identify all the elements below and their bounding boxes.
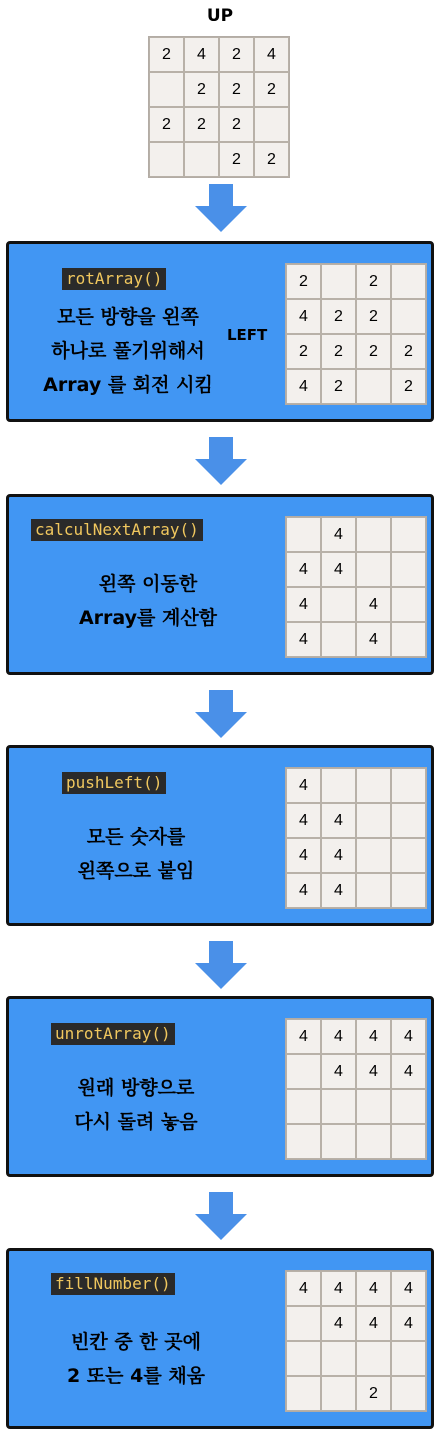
- grid-cell: [391, 587, 426, 622]
- grid-cell: [286, 1341, 321, 1376]
- grid-cell: [356, 768, 391, 803]
- grid-cell: 2: [286, 264, 321, 299]
- grid-cell: 2: [149, 107, 184, 142]
- grid-cell: [391, 622, 426, 657]
- grid-cell: 2: [219, 37, 254, 72]
- step-panel-unrotate: [6, 996, 434, 1177]
- down-arrow-icon: [195, 437, 247, 485]
- grid-cell: [286, 1124, 321, 1159]
- grid-cell: 4: [391, 1306, 426, 1341]
- grid-cell: 4: [321, 552, 356, 587]
- grid-cell: [321, 622, 356, 657]
- grid-cell: [356, 1089, 391, 1124]
- grid-cell: [391, 299, 426, 334]
- down-arrow-icon: [195, 184, 247, 232]
- grid-cell: 2: [321, 299, 356, 334]
- grid-cell: 4: [321, 1271, 356, 1306]
- step-panel-fill: [6, 1248, 434, 1429]
- grid-cell: [321, 1376, 356, 1411]
- step-description: 모든 방향을 왼쪽 하나로 풀기위해서 Array 를 회전 시킴: [43, 306, 213, 396]
- function-label: calculNextArray(): [31, 519, 203, 541]
- grid-cell: [391, 838, 426, 873]
- grid-cell: [356, 873, 391, 908]
- grid-cell: 4: [286, 803, 321, 838]
- down-arrow-icon: [195, 1192, 247, 1240]
- grid-cell: 4: [286, 1271, 321, 1306]
- grid-cell: 4: [286, 1019, 321, 1054]
- grid-cell: 4: [286, 873, 321, 908]
- grid-cell: 4: [286, 369, 321, 404]
- step-description: 빈칸 중 한 곳에 2 또는 4를 채움: [66, 1331, 206, 1387]
- grid-cell: 4: [356, 1271, 391, 1306]
- grid-cell: [356, 1124, 391, 1159]
- grid-cell: 4: [321, 1306, 356, 1341]
- grid-cell: [149, 142, 184, 177]
- grid-cell: 4: [286, 622, 321, 657]
- grid-cell: 2: [219, 142, 254, 177]
- grid-cell: [391, 517, 426, 552]
- grid-cell: [356, 1341, 391, 1376]
- grid-cell: 2: [356, 299, 391, 334]
- grid-cell: 2: [321, 334, 356, 369]
- board-grid: [285, 767, 427, 909]
- grid-cell: 2: [391, 334, 426, 369]
- grid-cell: 4: [356, 1306, 391, 1341]
- grid-cell: 4: [184, 37, 219, 72]
- step-panel-push-left: [6, 745, 434, 926]
- grid-cell: 4: [321, 517, 356, 552]
- grid-cell: [391, 803, 426, 838]
- grid-cell: [391, 768, 426, 803]
- grid-cell: 2: [356, 334, 391, 369]
- grid-cell: [184, 142, 219, 177]
- down-arrow-icon: [195, 690, 247, 738]
- grid-cell: [356, 803, 391, 838]
- grid-cell: 2: [286, 334, 321, 369]
- grid-cell: [321, 1341, 356, 1376]
- grid-cell: [286, 1376, 321, 1411]
- grid-cell: 4: [286, 768, 321, 803]
- function-label: fillNumber(): [51, 1273, 175, 1295]
- grid-cell: 4: [391, 1019, 426, 1054]
- step-description: 모든 숫자를 왼쪽으로 붙임: [77, 826, 195, 882]
- step-description: 왼쪽 이동한 Array를 계산함: [78, 573, 218, 629]
- grid-cell: [286, 1089, 321, 1124]
- grid-cell: [391, 552, 426, 587]
- grid-cell: [321, 1089, 356, 1124]
- grid-cell: [356, 369, 391, 404]
- direction-label: LEFT: [227, 326, 268, 344]
- step-description: 원래 방향으로 다시 돌려 놓음: [74, 1077, 198, 1133]
- grid-cell: 2: [356, 1376, 391, 1411]
- grid-cell: [321, 264, 356, 299]
- grid-cell: 2: [321, 369, 356, 404]
- grid-cell: 4: [286, 299, 321, 334]
- grid-cell: 2: [184, 107, 219, 142]
- grid-cell: [149, 72, 184, 107]
- board-grid: [285, 516, 427, 658]
- grid-cell: 4: [356, 1054, 391, 1089]
- grid-cell: 2: [219, 107, 254, 142]
- grid-cell: 4: [356, 587, 391, 622]
- grid-cell: 4: [254, 37, 289, 72]
- grid-cell: [391, 873, 426, 908]
- grid-cell: 4: [391, 1054, 426, 1089]
- grid-cell: [286, 1054, 321, 1089]
- function-label: pushLeft(): [62, 772, 166, 794]
- grid-cell: 2: [184, 72, 219, 107]
- grid-cell: [391, 1341, 426, 1376]
- grid-cell: [391, 1376, 426, 1411]
- step-panel-rotate: [6, 241, 434, 422]
- grid-cell: 4: [321, 803, 356, 838]
- grid-cell: 4: [321, 1054, 356, 1089]
- grid-cell: 4: [356, 1019, 391, 1054]
- grid-cell: 4: [286, 587, 321, 622]
- initial-board-grid: [148, 36, 290, 178]
- board-grid: [285, 263, 427, 405]
- grid-cell: [321, 1124, 356, 1159]
- page-title: UP: [206, 6, 234, 26]
- grid-cell: 2: [254, 72, 289, 107]
- grid-cell: [356, 838, 391, 873]
- grid-cell: [286, 517, 321, 552]
- board-grid: [285, 1270, 427, 1412]
- grid-cell: 4: [286, 552, 321, 587]
- board-grid: [285, 1018, 427, 1160]
- function-label: unrotArray(): [51, 1023, 175, 1045]
- grid-cell: [391, 264, 426, 299]
- grid-cell: [321, 587, 356, 622]
- grid-cell: 4: [356, 622, 391, 657]
- step-panel-calculate: [6, 494, 434, 675]
- grid-cell: 4: [391, 1271, 426, 1306]
- grid-cell: [286, 1306, 321, 1341]
- grid-cell: [356, 552, 391, 587]
- grid-cell: 4: [321, 873, 356, 908]
- down-arrow-icon: [195, 941, 247, 989]
- grid-cell: 4: [321, 1019, 356, 1054]
- grid-cell: 4: [286, 838, 321, 873]
- grid-cell: 4: [321, 838, 356, 873]
- grid-cell: [321, 768, 356, 803]
- grid-cell: [356, 517, 391, 552]
- grid-cell: 2: [391, 369, 426, 404]
- grid-cell: 2: [254, 142, 289, 177]
- grid-cell: 2: [356, 264, 391, 299]
- grid-cell: 2: [219, 72, 254, 107]
- grid-cell: [391, 1124, 426, 1159]
- grid-cell: [391, 1089, 426, 1124]
- grid-cell: 2: [149, 37, 184, 72]
- function-label: rotArray(): [62, 268, 166, 290]
- grid-cell: [254, 107, 289, 142]
